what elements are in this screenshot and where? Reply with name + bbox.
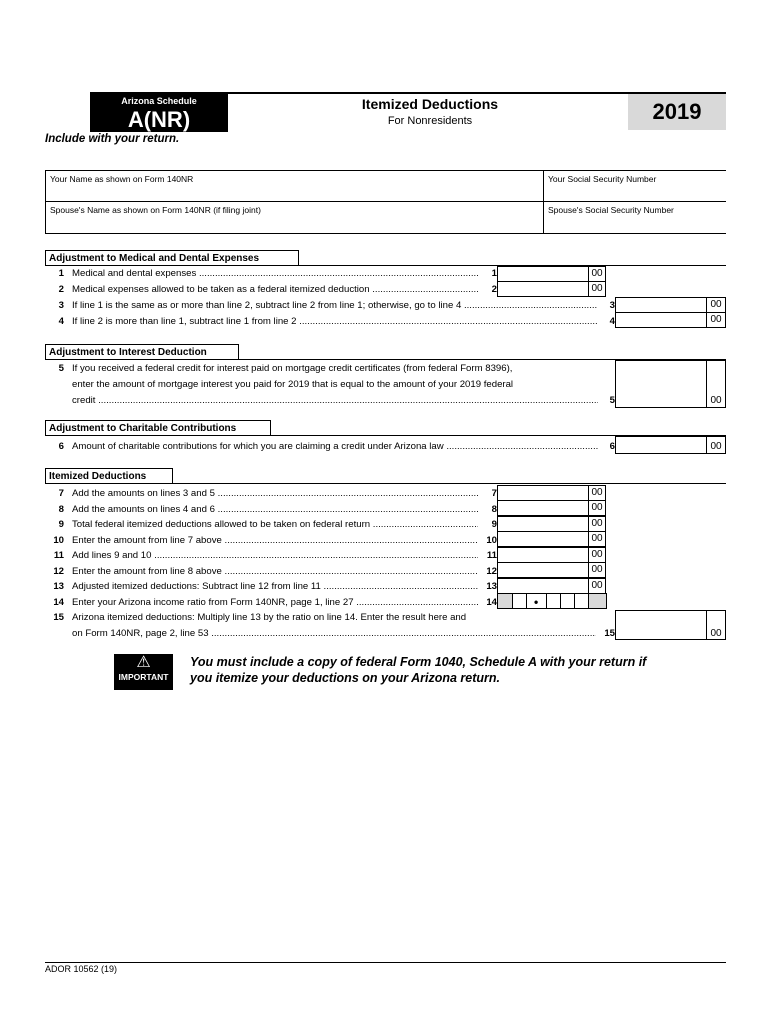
form-title: Itemized Deductions <box>361 96 499 112</box>
line-num: 4 <box>58 316 64 327</box>
line-text: Enter your Arizona income ratio from Form 140NR, page 1, line 27 ..... <box>72 597 482 608</box>
spouse-name-field[interactable]: Spouse's Name as shown on Form 140NR (if filing joint) <box>50 205 261 215</box>
schedule-label: Arizona Schedule <box>121 96 197 106</box>
section-itemized: Itemized Deductions <box>45 468 173 483</box>
line-ref: 11 <box>478 550 497 561</box>
name-field[interactable]: Your Name as shown on Form 140NR <box>50 174 194 184</box>
ratio-divider <box>574 594 575 608</box>
ratio-divider <box>512 594 513 608</box>
form-id: A(NR) <box>127 107 191 132</box>
cents: 00 <box>588 281 606 297</box>
line-text: Add the amounts on lines 3 and 5 ..... <box>72 488 482 499</box>
line-ref: 14 <box>478 597 497 608</box>
line-12-input[interactable] <box>497 562 589 578</box>
ratio-divider <box>546 594 547 608</box>
line-8-input[interactable] <box>497 500 589 516</box>
line-5-input[interactable] <box>615 360 707 408</box>
line-num: 8 <box>58 504 64 515</box>
line-text: Enter the amount from line 8 above ..... <box>72 566 482 577</box>
line-1-input[interactable] <box>497 266 589 282</box>
line-num: 5 <box>58 363 64 374</box>
line-text: Total federal itemized deductions allowed to be taken on federal return ..... <box>72 519 482 530</box>
important-text: You must include a copy of federal Form 1040, Schedule A with your return if you itemize your deductions on your Arizona return. <box>190 655 647 685</box>
section-charitable: Adjustment to Charitable Contributions <box>45 420 271 435</box>
cents: 00 <box>588 578 606 594</box>
line-ref: 10 <box>478 535 497 546</box>
form-number: ADOR 10562 (19) <box>45 964 118 974</box>
line-text: Enter the amount from line 7 above ..... <box>72 535 482 546</box>
cents: 00 <box>706 360 726 408</box>
line-9-input[interactable] <box>497 516 589 532</box>
line-text: Adjusted itemized deductions: Subtract line 12 from line 11 ..... <box>72 581 482 592</box>
line-num: 14 <box>53 597 64 608</box>
cents: 00 <box>588 516 606 532</box>
line-text: on Form 140NR, page 2, line 53 ..... <box>72 628 600 639</box>
line-ref: 12 <box>478 566 497 577</box>
line-num: 11 <box>53 550 64 561</box>
section-medical-rule <box>45 265 726 266</box>
cents: 00 <box>588 500 606 516</box>
line-num: 7 <box>58 488 64 499</box>
line-text: Medical and dental expenses ..... <box>72 268 482 279</box>
line-text: If line 2 is more than line 1, subtract line 1 from line 2 ..... <box>72 316 602 327</box>
line-num: 10 <box>53 535 64 546</box>
section-medical: Adjustment to Medical and Dental Expenses <box>45 250 299 265</box>
line-ref: 6 <box>598 441 615 452</box>
line-text: Amount of charitable contributions for which you are claiming a credit under Arizona law ..... <box>72 441 602 452</box>
cents: 00 <box>706 312 726 328</box>
line-ref: 4 <box>598 316 615 327</box>
cents: 00 <box>588 547 606 563</box>
line-text: Medical expenses allowed to be taken as a federal itemized deduction ..... <box>72 284 482 295</box>
line-6-input[interactable] <box>615 436 707 454</box>
line-num: 15 <box>53 612 64 623</box>
id-divider <box>543 170 544 233</box>
line-num: 2 <box>58 284 64 295</box>
line-ref: 7 <box>478 488 497 499</box>
footer-rule <box>45 962 726 963</box>
line-num: 12 <box>53 566 64 577</box>
section-interest: Adjustment to Interest Deduction <box>45 344 239 359</box>
line-ref: 15 <box>596 628 615 639</box>
line-text: If you received a federal credit for interest paid on mortgage credit certificates (from federal Form 8396), <box>72 363 513 374</box>
line-4-input[interactable] <box>615 312 707 328</box>
line-text: enter the amount of mortgage interest you paid for 2019 that is equal to the amount of your 2019 federal <box>72 379 514 390</box>
important-label: IMPORTANT <box>118 672 169 682</box>
line-num: 1 <box>58 268 64 279</box>
form-subtitle: For Nonresidents <box>387 115 473 127</box>
ratio-shaded-cell <box>498 594 512 608</box>
line-ref: 5 <box>598 395 615 406</box>
ratio-shaded-cell <box>589 594 606 608</box>
id-top-rule <box>45 170 726 171</box>
line-2-input[interactable] <box>497 281 589 297</box>
line-14-ratio-input[interactable] <box>497 593 607 609</box>
cents: 00 <box>588 485 606 501</box>
line-ref: 9 <box>478 519 497 530</box>
id-mid-rule <box>45 201 726 202</box>
line-7-input[interactable] <box>497 485 589 501</box>
ratio-divider <box>560 594 561 608</box>
id-bottom-rule <box>45 233 726 234</box>
line-num: 13 <box>53 581 64 592</box>
line-ref: 13 <box>478 581 497 592</box>
line-text: Arizona itemized deductions: Multiply line 13 by the ratio on line 14. Enter the result here and <box>72 612 467 623</box>
section-itemized-rule <box>45 483 726 484</box>
line-num: 3 <box>58 300 64 311</box>
include-note: Include with your return. <box>45 133 180 145</box>
form-id-box <box>90 94 228 132</box>
tax-year: 2019 <box>628 94 726 130</box>
line-10-input[interactable] <box>497 531 589 547</box>
cents: 00 <box>588 562 606 578</box>
line-ref: 2 <box>478 284 497 295</box>
cents: 00 <box>706 610 726 640</box>
line-15-input[interactable] <box>615 610 707 640</box>
line-num: 9 <box>58 519 64 530</box>
line-13-input[interactable] <box>497 578 589 594</box>
line-num: 6 <box>58 441 64 452</box>
line-text: If line 1 is the same as or more than line 2, subtract line 2 from line 1; otherwise, go to line 4 ..... <box>72 300 602 311</box>
line-ref: 3 <box>598 300 615 311</box>
line-text: Add the amounts on lines 4 and 6 ..... <box>72 504 482 515</box>
ssn-field[interactable]: Your Social Security Number <box>548 174 657 184</box>
spouse-ssn-field[interactable]: Spouse's Social Security Number <box>548 205 674 215</box>
decimal-point-icon: • <box>534 595 539 609</box>
line-ref: 8 <box>478 504 497 515</box>
line-3-input[interactable] <box>615 297 707 313</box>
cents: 00 <box>588 531 606 547</box>
cents: 00 <box>588 266 606 282</box>
warning-triangle-icon: ⚠ <box>136 654 151 671</box>
cents: 00 <box>706 436 726 454</box>
id-left-border <box>45 170 46 233</box>
important-icon <box>114 654 173 690</box>
line-ref: 1 <box>478 268 497 279</box>
line-text: Add lines 9 and 10 ..... <box>72 550 482 561</box>
ratio-divider <box>526 594 527 608</box>
line-11-input[interactable] <box>497 547 589 563</box>
cents: 00 <box>706 297 726 313</box>
line-text: credit ..... <box>72 395 602 406</box>
